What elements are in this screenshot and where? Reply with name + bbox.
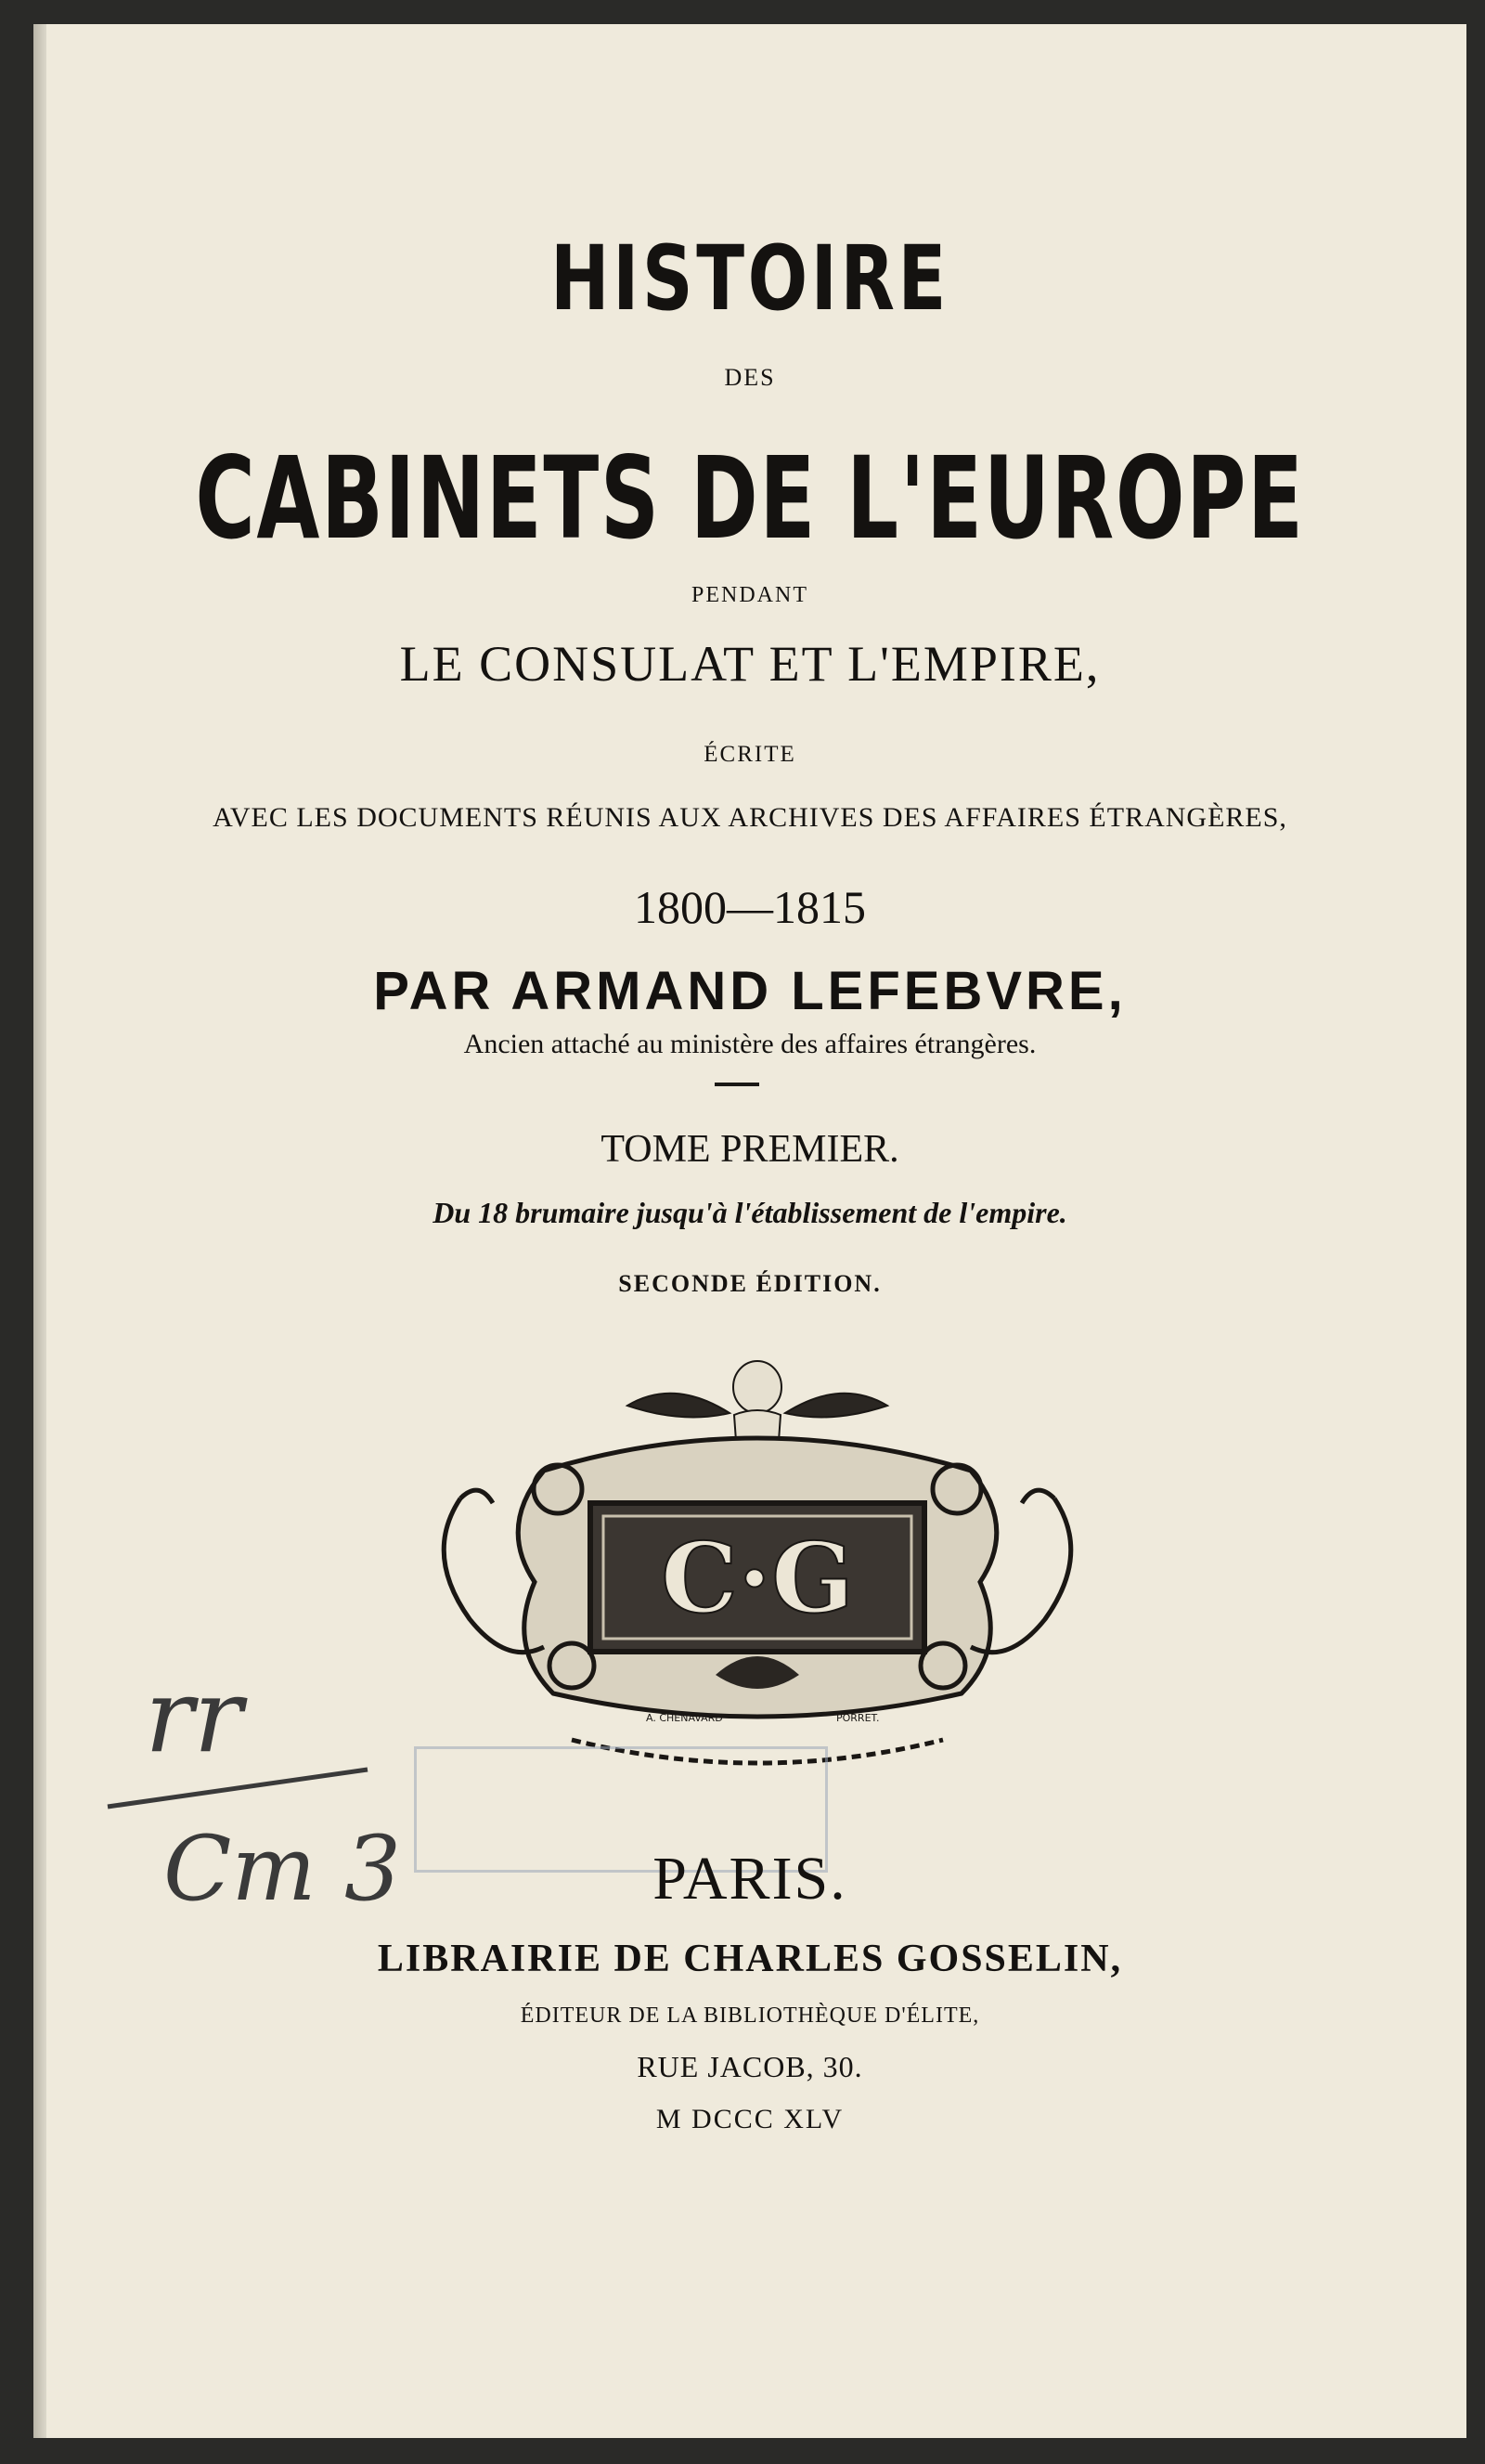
sources-line: AVEC LES DOCUMENTS RÉUNIS AUX ARCHIVES DES AFFAIRES ÉTRANGÈRES, <box>213 802 1287 833</box>
written-label: ÉCRITE <box>704 742 796 767</box>
author-name: PAR ARMAND LEFEBVRE, <box>373 961 1127 1021</box>
engraver-signature-right: PORRET. <box>836 1712 880 1724</box>
volume-subtitle: Du 18 brumaire jusqu'à l'établissement de l'empire. <box>433 1196 1067 1229</box>
title-des: DES <box>724 364 776 391</box>
divider-rule <box>715 1083 759 1086</box>
imprint-address: RUE JACOB, 30. <box>637 2050 863 2083</box>
title-pendant: PENDANT <box>691 583 808 607</box>
title-page <box>33 24 1466 2438</box>
edition: SECONDE ÉDITION. <box>618 1270 882 1297</box>
monogram: C·G <box>661 1521 854 1635</box>
years: 1800—1815 <box>634 881 866 933</box>
imprint-publisher: LIBRAIRIE DE CHARLES GOSSELIN, <box>377 1938 1123 1980</box>
publisher-vignette <box>405 1341 1110 1805</box>
handwritten-mark-2: Cm 3 <box>163 1817 402 1921</box>
handwritten-mark-1: rr <box>145 1656 243 1775</box>
author-role: Ancien attaché au ministère des affaires étrangères. <box>463 1029 1037 1059</box>
title-consulat: LE CONSULAT ET L'EMPIRE, <box>399 636 1101 692</box>
title-histoire: HISTOIRE <box>550 227 949 331</box>
engraver-signature-left: A. CHENAVARD <box>646 1712 723 1724</box>
title-cabinets: CABINETS DE L'EUROPE <box>195 433 1305 564</box>
imprint-city: PARIS. <box>652 1845 847 1913</box>
imprint-publisher-note: ÉDITEUR DE LA BIBLIOTHÈQUE D'ÉLITE, <box>520 2004 980 2028</box>
volume-title: TOME PREMIER. <box>600 1128 899 1171</box>
imprint-year: M DCCC XLV <box>655 2104 845 2134</box>
handwritten-stroke <box>108 1770 368 1807</box>
